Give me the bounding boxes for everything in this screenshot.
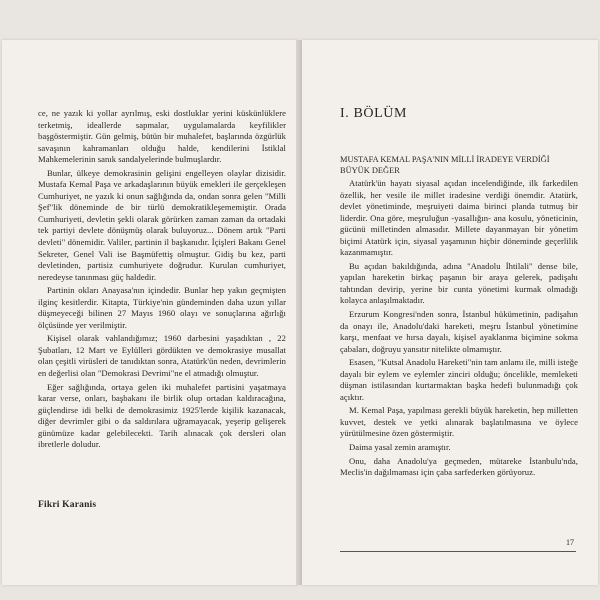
left-paragraph-3: Partinin okları Anayasa'nın içindedir. Bunlar hep yakın geçmişten ilginç kesitlerdir. Kitapta, Türkiye'nin gündeminden daha uzun yıllar düşmeyeceği bilinen 27 Mayıs 1960 olayı ve sonuçlarına ağırlığı ölçüsünde yer verilmiştir.: [38, 285, 286, 330]
right-paragraph-7: Onu, daha Anadolu'ya geçmeden, mütareke İstanbulu'nda, Meclis'in dağılmaması için çaba sarfederken görüyoruz.: [340, 455, 578, 478]
left-paragraph-5: Eğer sağlığında, ortaya gelen iki muhalefet partisini yaşatmaya karar verse, onları, başbakanı ile birlik olup ortadan kaldıracağına, güçlendirse idi belki de demokrasimiz 1925'lerde kişilik kazanacak, diğer devrimler gibi o da saldırılara uğramayacak, yeşerip gelişerek günümüze kadar gelebilecekti. Tarih alınacak çok dersleri olan ibretlerle doludur.: [38, 381, 286, 450]
right-paragraph-5: M. Kemal Paşa, yapılması gerekli büyük hareketin, hep milletten kuvvet, destek ve yetki alınarak başlatılmasına ve öylece yürütülmesine özen göstermiştir.: [340, 405, 578, 439]
right-paragraph-2: Bu açıdan bakıldığında, adına "Anadolu İhtilali" dense bile, yapılan hareketin birkaç paşanın bir araya gelerek, padişahı tahtından devirip, yerine bir cunta yönetimi kurmak olmadığı kolayca anlaşılmaktadır.: [340, 260, 578, 306]
right-paragraph-3: Erzurum Kongresi'nden sonra, İstanbul hükümetinin, padişahın da onayı ile, Anadolu'daki hareketi, meşru İstanbul yönetimine karşı, menfaat ve hırsa dayalı, kişisel ayaklanma biçimine sokma çabaları, doğruyu yansıtır nitelikte olmamıştır.: [340, 309, 578, 354]
left-paragraph-2: Bunlar, ülkeye demokrasinin gelişini engelleyen olaylar dizisidir. Mustafa Kemal Paşa ve arkadaşlarının büyük emekleri ile gerçekleşen Cumhuriyet, ne yazık ki onun sağlığında da, ondan sonra gelen "Milli Şef"lik döneminde de bir türlü demokratikleşememiştir. Orada Cumhuriyeti, devletin şekli olarak görürken zaman zaman da ortadaki tek partiyi devlete dönüşmüş olarak buluyoruz... Dönem artık "Parti devleti" dönemidir. Valiler, partinin il başkanıdır. İçişleri Bakanı Genel Sekreter, Genel Vali ise Başmüfettiş olmuştur. Gidiş bu kez, parti devletinden, partisiz cumhuriyete doğrudur. Kurulan cumhuriyet, neredeyse tanınması güç haldedir.: [38, 167, 286, 282]
author-name: Fikri Karanis: [38, 500, 97, 510]
section-title-line-1: MUSTAFA KEMAL PAŞA'NIN MİLLİ İRADEYE VERDİĞİ: [340, 155, 550, 164]
right-page: [302, 40, 598, 585]
left-paragraph-1: ce, ne yazık ki yollar ayrılmış, eski dostluklar yerini küskünlüklere terketmiş, ideallerde sapmalar, uygulamalarda keyfilikler başgöstermiştir. Gün gelmiş, bütün bir muhalefet, başlarında özgürlük savaşının kahramanları olduğu halde, kendilerini İstiklal Mahkemelerinin sanık sandalyelerinde bulmuşlardır.: [38, 108, 286, 165]
chapter-title: I. BÖLÜM: [340, 106, 408, 121]
right-paragraph-4: Esasen, "Kutsal Anadolu Hareketi"nin tam anlamı ile, milli isteğe dayalı bir eylem ve eylemler zinciri olduğu; öncelikle, memleketi düşman istilasından kurtarmaktan başka hedefi bulunmadığı çok açıktır.: [340, 357, 578, 402]
section-title-line-2: BÜYÜK DEĞER: [340, 166, 400, 175]
right-paragraph-1: Atatürk'ün hayatı siyasal açıdan incelendiğinde, ilk farkedilen özellik, her vesile ile millet iradesine verdiği önemdir. Atatürk, devlet yönetiminde, meşruiyeti daima birinci planda tutmuş bir liderdir. Ona göre, meşruluğun -yasallığın- ana kosulu, yöneticinin, gücünü milletinden almasıdır. Millete dayanmayan bir yönetim biçimi Atatürk için, siyasal yaşamının hiçbir döneminde geçerlilik kazanmamıştır.: [340, 178, 578, 258]
left-paragraph-4: Kişisel olarak vahlandığımız; 1960 darbesini yaşadıktan , 22 Şubatları, 12 Mart ve Eylülleri gördükten ve demokrasiye musallat olan çeşitli virüsleri de tanıdıktan sonra, Atatürk'ün neden, devrimlerin en değerlisi olan "Demokrasi Devrimi"ne el atmadığı olmuştur.: [38, 333, 286, 379]
page-number: 17: [566, 538, 574, 547]
right-paragraph-6: Daima yasal zemin aramıştır.: [349, 442, 451, 453]
left-page: [2, 40, 298, 585]
section-title: [340, 154, 578, 176]
footer-rule: [340, 551, 576, 552]
